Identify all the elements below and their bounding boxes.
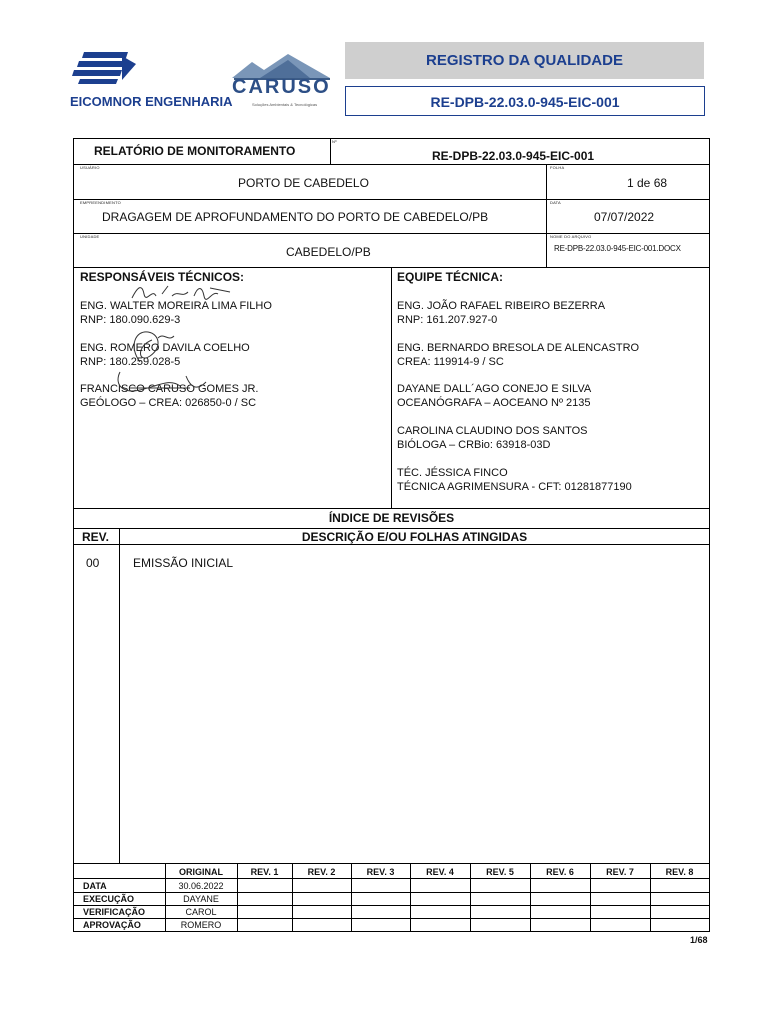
col-rev-2: REV. 2 bbox=[307, 867, 336, 877]
row-label-execucao: EXECUÇÃO bbox=[83, 894, 135, 904]
equipe-4-reg: TÉCNICA AGRIMENSURA - CFT: 01281877190 bbox=[397, 481, 632, 493]
responsavel-2-reg: GEÓLOGO – CREA: 026850-0 / SC bbox=[80, 397, 257, 409]
row-label-data: DATA bbox=[83, 881, 107, 891]
revisao-0-rev: 00 bbox=[86, 556, 100, 570]
equipe-1-name: ENG. BERNARDO BRESOLA DE ALENCASTRO bbox=[397, 342, 640, 354]
original-verificacao: CAROL bbox=[185, 907, 217, 917]
equipe-1-reg: CREA: 119914-9 / SC bbox=[397, 356, 504, 368]
original-data: 30.06.2022 bbox=[178, 881, 224, 891]
responsavel-0-name: ENG. WALTER MOREIRA LIMA FILHO bbox=[80, 300, 272, 312]
equipe-0-name: ENG. JOÃO RAFAEL RIBEIRO BEZERRA bbox=[397, 300, 606, 312]
original-execucao: DAYANE bbox=[183, 894, 219, 904]
caruso-tagline: Soluções Ambientais & Tecnológicas bbox=[252, 102, 318, 107]
responsavel-1-reg: RNP: 180.259.028-5 bbox=[80, 356, 181, 368]
signature-francisco-icon bbox=[100, 368, 220, 398]
revisoes-col-desc: DESCRIÇÃO E/OU FOLHAS ATINGIDAS bbox=[301, 530, 528, 544]
original-aprovacao: ROMERO bbox=[180, 920, 222, 930]
col-rev-1: REV. 1 bbox=[250, 867, 279, 877]
revisoes-title: ÍNDICE DE REVISÕES bbox=[328, 511, 455, 525]
col-rev-8: REV. 8 bbox=[665, 867, 694, 877]
responsaveis-heading: RESPONSÁVEIS TÉCNICOS: bbox=[80, 270, 245, 284]
equipe-3-name: CAROLINA CLAUDINO DOS SANTOS bbox=[397, 425, 588, 437]
revisoes-col-rev: REV. bbox=[82, 530, 109, 544]
quality-title-bar bbox=[345, 42, 704, 79]
equipe-4-name: TÉC. JÉSSICA FINCO bbox=[397, 467, 508, 479]
usuario-value: PORTO DE CABEDELO bbox=[238, 176, 369, 190]
arquivo-value: RE-DPB-22.03.0-945-EIC-001.DOCX bbox=[554, 244, 681, 253]
caruso-name: CARUSO bbox=[232, 76, 331, 98]
col-original: ORIGINAL bbox=[179, 867, 223, 877]
folha-value: 1 de 68 bbox=[627, 176, 668, 190]
responsavel-0-reg: RNP: 180.090.629-3 bbox=[80, 314, 181, 326]
col-rev-7: REV. 7 bbox=[606, 867, 634, 877]
arquivo-label: NOME DO ARQUIVO bbox=[550, 234, 592, 239]
col-rev-6: REV. 6 bbox=[546, 867, 574, 877]
equipe-2-name: DAYANE DALL´AGO CONEJO E SILVA bbox=[397, 383, 592, 395]
equipe-0-reg: RNP: 161.207.927-0 bbox=[397, 314, 498, 326]
signature-romero-icon bbox=[118, 326, 188, 366]
col-rev-4: REV. 4 bbox=[426, 867, 454, 877]
doc-code: RE-DPB-22.03.0-945-EIC-001 bbox=[430, 94, 620, 110]
report-title: RELATÓRIO DE MONITORAMENTO bbox=[94, 144, 296, 158]
caruso-logo bbox=[230, 52, 340, 112]
empreendimento-value: DRAGAGEM DE APROFUNDAMENTO DO PORTO DE CABEDELO/PB bbox=[102, 210, 489, 224]
responsavel-2-name: FRANCISCO CARUSO GOMES JR. bbox=[80, 383, 259, 395]
n-value: RE-DPB-22.03.0-945-EIC-001 bbox=[432, 149, 595, 163]
eicomnor-logo bbox=[68, 50, 233, 112]
quality-title: REGISTRO DA QUALIDADE bbox=[426, 52, 623, 69]
col-rev-3: REV. 3 bbox=[366, 867, 395, 877]
data-value: 07/07/2022 bbox=[594, 210, 655, 224]
folha-label: FOLHA bbox=[550, 165, 565, 170]
usuario-label: USUÁRIO bbox=[80, 165, 100, 170]
revisao-0-desc: EMISSÃO INICIAL bbox=[133, 556, 234, 570]
equipe-2-reg: OCEANÓGRAFA – AOCEANO Nº 2135 bbox=[397, 397, 591, 409]
eicomnor-logo-mark-icon bbox=[70, 50, 140, 90]
equipe-heading: EQUIPE TÉCNICA: bbox=[397, 270, 504, 284]
unidade-label: UNIDADE bbox=[80, 234, 100, 239]
unidade-value: CABEDELO/PB bbox=[286, 245, 371, 259]
row-label-aprovacao: APROVAÇÃO bbox=[83, 920, 141, 930]
row-label-verificacao: VERIFICAÇÃO bbox=[83, 907, 146, 917]
empreendimento-label: EMPREENDIMENTO bbox=[80, 200, 121, 205]
n-label: Nº bbox=[332, 139, 337, 144]
equipe-3-reg: BIÓLOGA – CRBio: 63918-03D bbox=[397, 439, 551, 451]
company-name: EICOMNOR ENGENHARIA bbox=[70, 94, 233, 109]
responsavel-1-name: ENG. ROMERO DAVILA COELHO bbox=[80, 342, 250, 354]
doc-code-box bbox=[345, 86, 705, 116]
col-rev-5: REV. 5 bbox=[486, 867, 514, 877]
signature-walter-icon bbox=[128, 282, 238, 304]
page-number: 1/68 bbox=[690, 935, 708, 945]
data-label: DATA bbox=[550, 200, 561, 205]
